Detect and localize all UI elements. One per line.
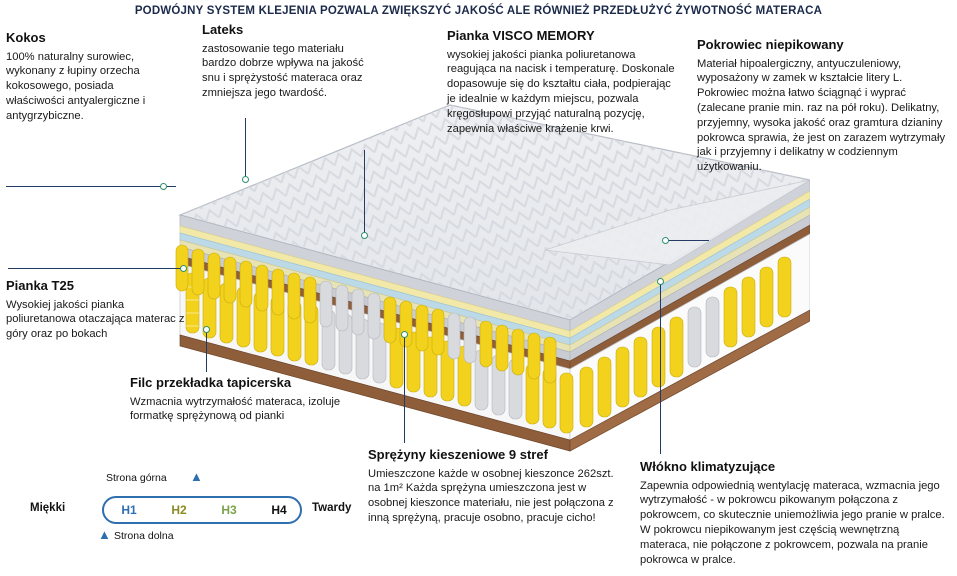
callout-visco-memory — [447, 28, 679, 136]
scale-top-label: Strona górna — [106, 472, 167, 484]
callout-sprezyny-title: Sprężyny kieszeniowe 9 stref — [368, 447, 548, 462]
callout-pokrowiec-title: Pokrowiec niepikowany — [697, 37, 844, 52]
scale-soft-label: Miękki — [30, 502, 66, 514]
leader-line-pokrowiec — [667, 240, 709, 241]
callout-lateks-title: Lateks — [202, 22, 244, 37]
leader-dot-kokos — [160, 183, 167, 190]
callout-pokrowiec-body: Materiał hipoalergiczny, antyuczuleniowy, wyposażony w zamek w kształcie litery L. Pokrowiec można łatwo ściągnąć i wyprać (zalecane pranie min. raz na pół roku). Delikatny, przyjemny, wysoka jakość oraz gramtura dzianiny pokrowca sprawia, że jest on zarazem wytrzymały jak i przyjemny i delikatny w codziennym użytkowaniu. — [697, 57, 946, 174]
callout-pokrowiec — [697, 37, 947, 175]
hardness-level-group[interactable] — [102, 496, 302, 524]
callout-lateks — [202, 22, 378, 101]
leader-dot-wlokno — [657, 278, 664, 285]
hardness-level-h3[interactable]: H3 — [221, 503, 237, 517]
leader-line-sprezyny — [404, 335, 405, 443]
hardness-level-h2[interactable]: H2 — [171, 503, 187, 517]
leader-line-lateks — [245, 118, 246, 180]
scale-bottom-label: Strona dolna — [114, 530, 174, 542]
callout-wlokno-title: Włókno klimatyzujące — [640, 459, 776, 474]
callout-visco-title: Pianka VISCO MEMORY — [447, 28, 595, 43]
callout-lateks-body: zastosowanie tego materiału bardzo dobrze wpływa na jakość snu i sprężystość materaca oraz zmniejsza jego twardość. — [202, 42, 364, 99]
hardness-level-h4[interactable]: H4 — [271, 503, 287, 517]
leader-dot-pokrowiec — [662, 237, 669, 244]
leader-line-filc — [206, 330, 207, 372]
callout-filc-title: Filc przekładka tapicerska — [130, 375, 292, 390]
leader-line-visco — [364, 150, 365, 236]
leader-line-kokos — [6, 186, 176, 187]
callout-wlokno-body: Zapewnia odpowiednią wentylację materaca, wzmacnia jego wytrzymałość - w pokrowcu pikowanym połączona z pokrowcem, co skutecznie uniemożliwia jego pranie w pralce. W pokrowcu niepikowanym jest częścią wewnętrzną materaca, nie połączone z pokrowcem, pozwala na pranie pokrowca w pralce. — [640, 479, 945, 566]
leader-dot-lateks — [242, 176, 249, 183]
callout-sprezyny-body: Umieszczone każde w osobnej kieszonce 262szt. na 1m² Każda sprężyna umieszczona jest w osobnej kieszonce materiału, nie jest połączona z inną sprężyną, pracuje osobno, pracuje cicho! — [368, 467, 614, 524]
leader-dot-sprezyny — [401, 331, 408, 338]
hardness-level-h1[interactable]: H1 — [121, 503, 137, 517]
leader-dot-pianka-t25 — [180, 265, 187, 272]
leader-line-wlokno — [660, 282, 661, 454]
leader-dot-visco — [361, 232, 368, 239]
hardness-scale — [30, 470, 360, 550]
arrow-down-icon: ▲ — [98, 527, 111, 542]
callout-pianka-t25 — [6, 278, 186, 342]
scale-hard-label: Twardy — [312, 502, 352, 514]
arrow-up-icon: ▲ — [190, 469, 203, 484]
leader-line-pianka-t25 — [8, 268, 186, 269]
callout-filc-body: Wzmacnia wytrzymałość materaca, izoluje formatkę sprężynową od pianki — [130, 395, 341, 423]
callout-pianka-t25-title: Pianka T25 — [6, 278, 74, 293]
header-banner: PODWÓJNY SYSTEM KLEJENIA POZWALA ZWIĘKSZYĆ JAKOŚĆ ALE RÓWNIEŻ PRZEDŁUŻYĆ ŻYWOTNOŚĆ MATERACA — [134, 5, 823, 17]
callout-filc — [130, 375, 380, 424]
callout-wlokno — [640, 459, 945, 567]
callout-visco-body: wysokiej jakości pianka poliuretanowa reagująca na nacisk i temperaturę. Doskonale dopasowuje się do kształtu ciała, podpierając je idealnie w każdym miejscu, pozwala kręgosłupowi przyjąć naturalną pozycję, zapewnia właściwe krążenie krwi. — [447, 48, 675, 135]
callout-kokos-body: 100% naturalny surowiec, wykonany z łupiny orzecha kokosowego, posiada właściwości antyalergiczne i antygrzybiczne. — [6, 50, 146, 122]
callout-sprezyny — [368, 447, 626, 526]
leader-dot-filc — [203, 326, 210, 333]
callout-kokos-title: Kokos — [6, 30, 46, 45]
callout-kokos — [6, 30, 174, 124]
callout-pianka-t25-body: Wysokiej jakości pianka poliuretanowa otaczająca materac z góry oraz po bokach — [6, 298, 185, 341]
